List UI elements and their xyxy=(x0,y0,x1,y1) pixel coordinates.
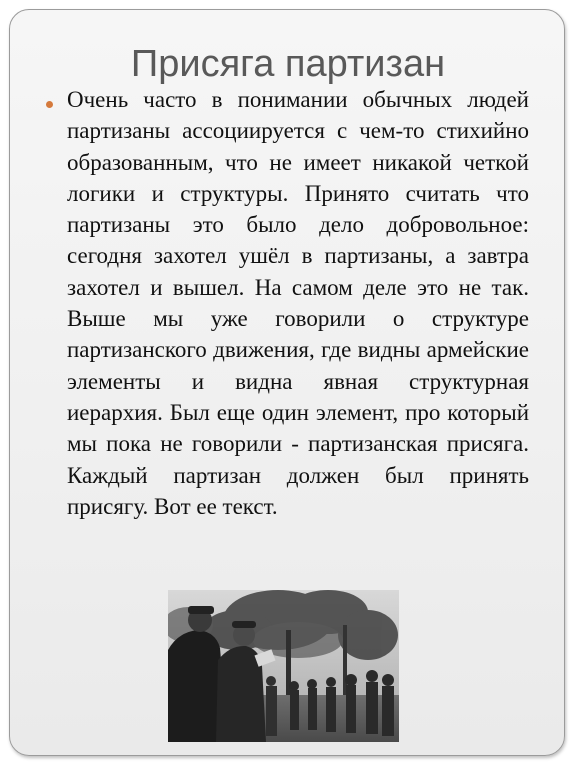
bullet-dot-icon xyxy=(46,101,53,108)
slide-title: Присяга партизан xyxy=(130,43,446,85)
partisan-oath-photo xyxy=(168,590,399,742)
slide-card xyxy=(9,9,565,756)
slide-body-text: Очень часто в понимании обычных людей партизаны ассоциируется с чем-то стихийно образованным, что не имеет никакой четкой логики и структуры. Принято считать что партизаны это было дело добровольное: сегодня захотел ушёл в партизаны, а завтра захотел и вышел. На самом деле это не так. Выше мы уже говорили о структуре партизанского движения, где видны армейские элементы и видна явная структурная иерархия. Был еще один элемент, про который мы пока не говорили - партизанская присяга. Каждый партизан должен был принять присягу. Вот ее текст. xyxy=(67,87,529,519)
